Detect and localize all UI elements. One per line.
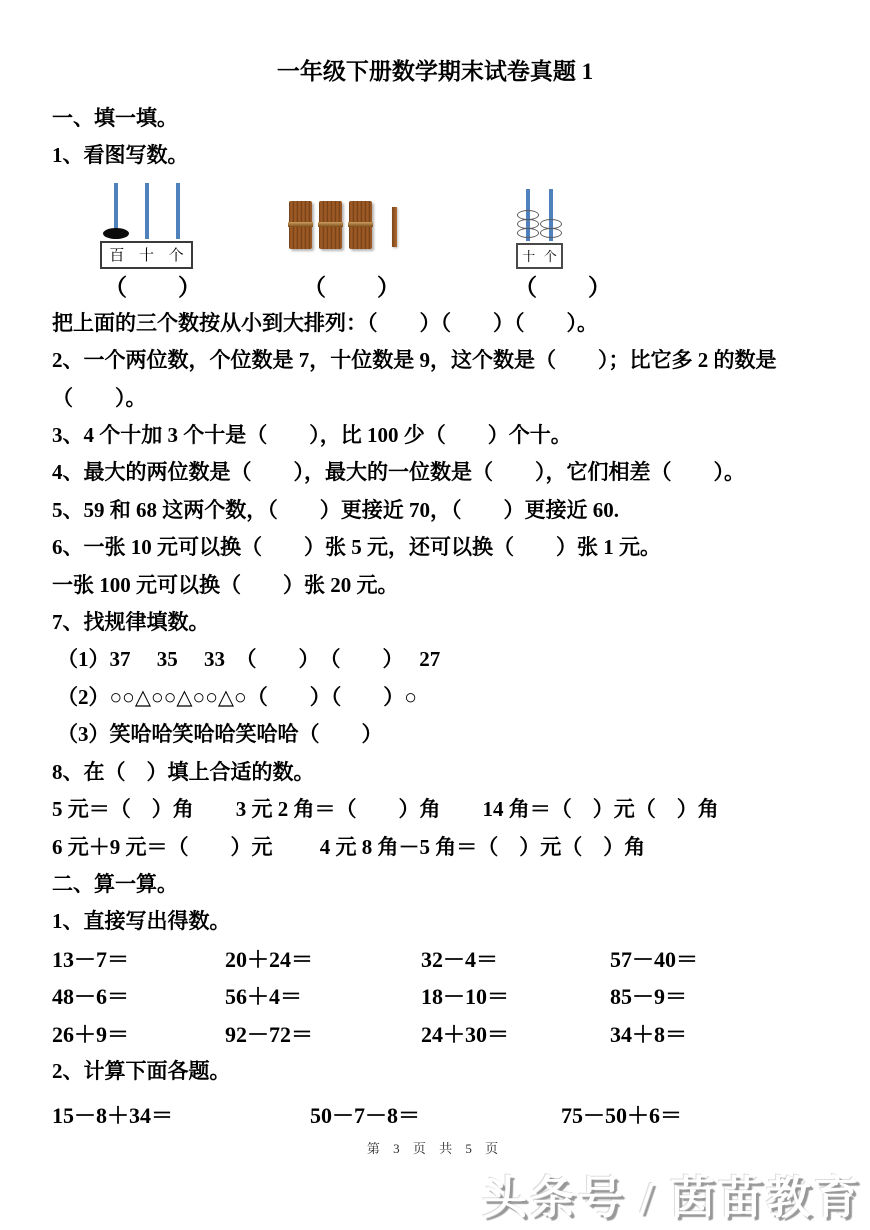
label-ones: 个 bbox=[543, 249, 557, 265]
page-title: 一年级下册数学期末试卷真题 1 bbox=[276, 59, 594, 84]
math-problem: 20＋24＝ bbox=[225, 946, 314, 972]
q7-item-2: （2）○○△○○△○○△○（ ）（ ）○ bbox=[57, 684, 417, 709]
math-problem: 34＋8＝ bbox=[610, 1021, 688, 1047]
q8-money-line-1: 5 元＝（ ）角 3 元 2 角＝（ ）角 14 角＝（ ）元（ ）角 bbox=[52, 797, 719, 822]
math-problem: 75－50＋6＝ bbox=[561, 1103, 683, 1129]
label-hundreds: 百 bbox=[109, 248, 125, 265]
q6-continued: 一张 100 元可以换（ ）张 20 元。 bbox=[52, 572, 399, 597]
multi-step-row bbox=[52, 1097, 844, 1135]
math-problem: 24＋30＝ bbox=[421, 1021, 510, 1047]
ring-icon bbox=[517, 228, 539, 238]
page-number: 第 3 页 共 5 页 bbox=[366, 1141, 504, 1157]
q7-label: 7、找规律填数。 bbox=[52, 610, 210, 635]
label-tens: 十 bbox=[522, 249, 536, 265]
bead-icon bbox=[103, 228, 129, 239]
stick-bundle-icon bbox=[349, 201, 372, 249]
q1-answer-blanks bbox=[0, 269, 870, 305]
rod-ones bbox=[176, 183, 180, 239]
q8-label: 8、在（ ）填上合适的数。 bbox=[52, 759, 315, 784]
math-problem: 32－4＝ bbox=[421, 946, 499, 972]
math-problem: 48－6＝ bbox=[52, 984, 130, 1010]
q7-item-1: （1）37 35 33 （ ） （ ） 27 bbox=[57, 647, 441, 672]
answer-blank: （ ） bbox=[303, 274, 414, 300]
q1-order-line: 把上面的三个数按从小到大排列：（ ）（ ）（ ）。 bbox=[52, 310, 598, 335]
math-problem: 15－8＋34＝ bbox=[52, 1103, 174, 1129]
answer-blank: （ ） bbox=[104, 274, 215, 300]
label-ones: 个 bbox=[168, 248, 184, 265]
q2: 2、一个两位数，个位数是 7，十位数是 9，这个数是（ ）；比它多 2 的数是（ ）。 bbox=[52, 348, 777, 410]
calc-sub1-label: 1、直接写出得数。 bbox=[52, 909, 231, 934]
math-problem: 92－72＝ bbox=[225, 1021, 314, 1047]
math-problem: 85－9＝ bbox=[610, 984, 688, 1010]
answer-blank: （ ） bbox=[514, 274, 625, 300]
section-calc-heading: 二、算一算。 bbox=[52, 871, 178, 896]
math-problem: 56＋4＝ bbox=[225, 984, 303, 1010]
math-problem: 13－7＝ bbox=[52, 946, 130, 972]
calc-sub2-label: 2、计算下面各题。 bbox=[52, 1058, 231, 1083]
counting-sticks bbox=[289, 199, 409, 249]
abacus-box bbox=[516, 243, 563, 269]
label-tens: 十 bbox=[138, 248, 154, 265]
stick-bundle-icon bbox=[319, 201, 342, 249]
place-value-rack bbox=[100, 183, 195, 269]
section-fill-heading: 一、填一填。 bbox=[52, 106, 178, 130]
q4: 4、最大的两位数是（ ），最大的一位数是（ ），它们相差（ ）。 bbox=[52, 460, 745, 485]
mental-math-grid bbox=[52, 941, 844, 1053]
q3: 3、4 个十加 3 个十是（ ），比 100 少（ ）个十。 bbox=[52, 423, 572, 448]
q6: 6、一张 10 元可以换（ ）张 5 元，还可以换（ ）张 1 元。 bbox=[52, 535, 661, 560]
abacus-tens-ones bbox=[516, 183, 566, 269]
q8-money-line-2: 6 元＋9 元＝（ ）元 4 元 8 角－5 角＝（ ）元（ ）角 bbox=[52, 834, 646, 859]
q7-item-3: （3）笑哈哈笑哈哈笑哈哈（ ） bbox=[57, 722, 383, 747]
math-problem: 18－10＝ bbox=[421, 984, 510, 1010]
q5: 5、59 和 68 这两个数，（ ）更接近 70，（ ）更接近 60. bbox=[52, 497, 619, 522]
q1-figures bbox=[0, 183, 870, 269]
watermark: 头条号 / 茵苗教育 bbox=[481, 1173, 862, 1223]
single-stick-icon bbox=[392, 207, 397, 247]
math-problem: 57－40＝ bbox=[610, 946, 699, 972]
place-value-box bbox=[100, 241, 193, 269]
ring-icon bbox=[540, 228, 562, 238]
rod-tens bbox=[145, 183, 149, 239]
math-problem: 26＋9＝ bbox=[52, 1021, 130, 1047]
stick-bundle-icon bbox=[289, 201, 312, 249]
math-problem: 50－7－8＝ bbox=[310, 1103, 421, 1129]
q1-label: 1、看图写数。 bbox=[52, 143, 189, 168]
